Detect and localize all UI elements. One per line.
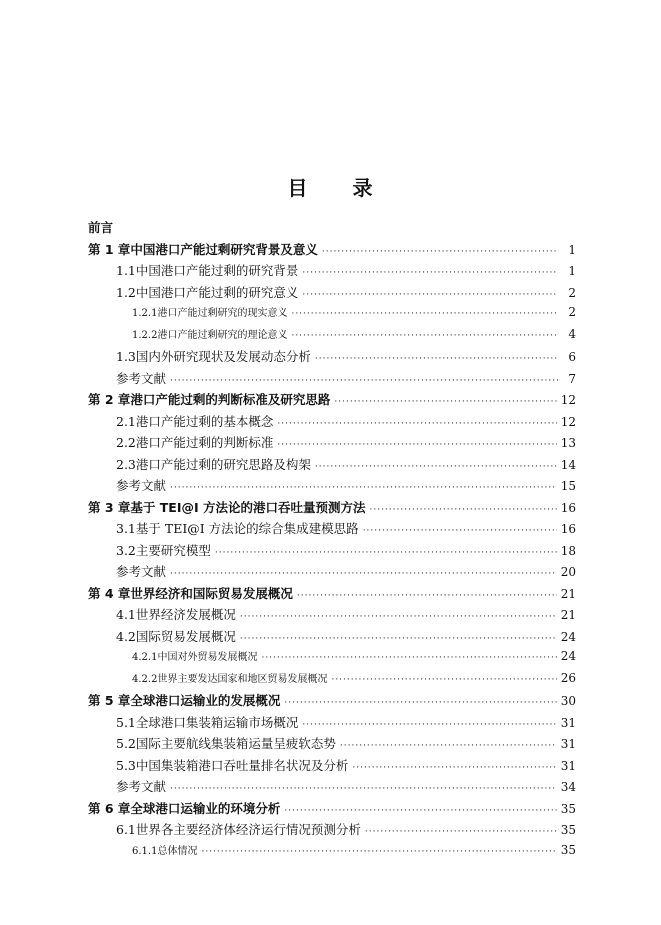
- toc-entry-page-number: 35: [560, 823, 576, 837]
- toc-entry-section: [88, 541, 576, 563]
- dot-leader: [277, 419, 556, 429]
- toc-entry-page-number: 21: [560, 586, 576, 601]
- toc-entry-number: 4.2: [116, 628, 136, 644]
- toc-entry-page-number: 35: [560, 801, 576, 816]
- toc-entry-label: 国际贸易发展概况: [135, 628, 236, 644]
- toc-entry-label: 参考文献: [116, 564, 167, 579]
- dot-leader: [315, 354, 558, 364]
- toc-entry-label: 港口产能过剩的判断标准及研究思路: [130, 392, 331, 407]
- dot-leader: [302, 720, 556, 730]
- toc-entry-section: [88, 734, 576, 756]
- toc-entry-label: 世界经济发展概况: [135, 607, 236, 622]
- toc-entry-page-number: 21: [560, 608, 576, 622]
- toc-entry-label: 全球港口集装箱运输市场概况: [135, 714, 299, 730]
- toc-entry-page-number: 6: [568, 350, 576, 364]
- toc-entry-page-number: 20: [560, 565, 576, 579]
- toc-entry-label: 中国集装箱港口吞吐量排名状况及分析: [135, 757, 349, 773]
- toc-entry-number: 第 1 章: [88, 241, 131, 257]
- toc-entry-subsection: [88, 304, 576, 326]
- toc-entry-section: [88, 627, 576, 649]
- dot-leader: [261, 653, 556, 663]
- dot-leader: [240, 634, 557, 644]
- toc-entry-page-number: 30: [560, 694, 576, 708]
- toc-entry-page-number: 1: [568, 264, 576, 278]
- toc-entry-page-number: 13: [560, 436, 576, 450]
- dot-leader: [170, 569, 557, 579]
- toc-entry-label: 全球港口运输业的环境分析: [130, 800, 281, 816]
- toc-entry-number: 1.2.1: [132, 308, 158, 319]
- dot-leader: [240, 612, 557, 622]
- toc-entry-number: 1.2: [116, 284, 136, 300]
- toc-entry-label: 港口产能过剩研究的现实意义: [157, 308, 288, 319]
- toc-entry-number: 5.1: [116, 714, 136, 730]
- toc-entry-label: 中国港口产能过剩的研究背景: [135, 263, 299, 278]
- toc-entry-number: 5.3: [116, 757, 136, 773]
- page-title: [0, 172, 661, 201]
- toc-entry-chapter: [88, 584, 576, 606]
- toc-entry-preface: [88, 218, 576, 240]
- toc-entry-page-number: 7: [568, 371, 576, 386]
- toc-entry-number: 4.2.1: [132, 652, 158, 663]
- dot-leader: [291, 309, 558, 319]
- toc-entry-number: 第 6 章: [88, 800, 131, 816]
- toc-entry-section: [88, 713, 576, 735]
- toc-entry-page-number: 16: [560, 500, 576, 515]
- toc-entry-label: 参考文献: [116, 370, 167, 386]
- toc-entry-ref: [88, 777, 576, 799]
- title-char-2: 录: [352, 176, 374, 200]
- toc-entry-label: 世界经济和国际贸易发展概况: [130, 585, 293, 601]
- toc-entry-subsection: [88, 670, 576, 692]
- dot-leader: [315, 462, 557, 472]
- toc-entry-section: [88, 433, 576, 455]
- toc-entry-number: 第 2 章: [88, 392, 131, 407]
- table-of-contents: [88, 218, 576, 863]
- title-char-1: 目: [287, 176, 309, 200]
- toc-entry-label: 全球港口运输业的发展概况: [130, 693, 281, 708]
- toc-entry-number: 3.1: [116, 521, 136, 536]
- toc-entry-label: 港口产能过剩的判断标准: [135, 435, 274, 450]
- toc-entry-section: [88, 412, 576, 434]
- toc-entry-page-number: 16: [560, 522, 576, 536]
- dot-leader: [297, 591, 557, 601]
- toc-entry-section: [88, 756, 576, 778]
- toc-entry-page-number: 12: [560, 414, 576, 429]
- toc-entry-chapter: [88, 240, 576, 262]
- dot-leader: [322, 247, 558, 257]
- dot-leader: [365, 827, 557, 837]
- dot-leader: [170, 376, 558, 386]
- toc-entry-page-number: 31: [560, 715, 576, 730]
- toc-entry-label: 基于 TEI@I 方法论的港口吞吐量预测方法: [130, 499, 366, 515]
- dot-leader: [369, 505, 556, 515]
- toc-entry-page-number: 4: [568, 326, 576, 341]
- toc-entry-label: 国际主要航线集装箱运量呈疲软态势: [135, 736, 336, 751]
- toc-entry-page-number: 1: [568, 242, 576, 257]
- dot-leader: [277, 440, 556, 450]
- toc-entry-page-number: 14: [560, 457, 576, 472]
- toc-entry-number: 4.1: [116, 607, 136, 622]
- toc-entry-number: 1.3: [116, 349, 136, 364]
- toc-entry-label: 港口产能过剩的研究思路及构架: [135, 456, 311, 472]
- toc-entry-label: 国内外研究现状及发展动态分析: [135, 349, 311, 364]
- toc-entry-number: 第 3 章: [88, 499, 131, 515]
- toc-entry-label: 中国对外贸易发展概况: [157, 652, 258, 663]
- toc-entry-number: 第 5 章: [88, 693, 131, 708]
- toc-entry-chapter: [88, 691, 576, 713]
- dot-leader: [291, 331, 558, 341]
- toc-entry-section: [88, 820, 576, 842]
- toc-entry-number: 第 4 章: [88, 585, 131, 601]
- toc-entry-page-number: 15: [560, 479, 576, 493]
- toc-entry-number: 4.2.2: [132, 673, 158, 685]
- toc-entry-label: 港口产能过剩研究的理论意义: [157, 329, 288, 341]
- dot-leader: [331, 675, 556, 685]
- toc-entry-page-number: 35: [560, 842, 576, 857]
- toc-entry-label: 前言: [88, 220, 114, 235]
- toc-entry-label: 参考文献: [116, 478, 167, 493]
- toc-entry-ref: [88, 562, 576, 584]
- toc-entry-label: 总体情况: [157, 845, 198, 857]
- toc-entry-page-number: 31: [560, 737, 576, 751]
- toc-entry-section: [88, 261, 576, 283]
- dot-leader: [170, 483, 557, 493]
- dot-leader: [284, 698, 556, 708]
- toc-entry-page-number: 34: [560, 780, 576, 794]
- toc-entry-number: 1.1: [116, 263, 136, 278]
- toc-entry-number: 6.1.1: [132, 845, 158, 857]
- dot-leader: [201, 847, 556, 857]
- dot-leader: [215, 548, 557, 558]
- toc-entry-page-number: 24: [560, 649, 576, 663]
- dot-leader: [334, 397, 556, 407]
- toc-entry-section: [88, 283, 576, 305]
- toc-entry-label: 基于 TEI@I 方法论的综合集成建模思路: [135, 521, 359, 536]
- toc-entry-label: 主要研究模型: [135, 542, 211, 558]
- toc-entry-label: 港口产能过剩的基本概念: [135, 413, 274, 429]
- toc-entry-number: 6.1: [116, 822, 136, 837]
- toc-entry-label: 中国港口产能过剩的研究意义: [135, 284, 299, 300]
- toc-entry-page-number: 31: [560, 758, 576, 773]
- dot-leader: [170, 784, 557, 794]
- dot-leader: [284, 806, 556, 816]
- toc-entry-label: 中国港口产能过剩研究背景及意义: [130, 241, 318, 257]
- toc-entry-ref: [88, 369, 576, 391]
- toc-entry-subsection: [88, 842, 576, 864]
- toc-entry-number: 3.2: [116, 542, 136, 558]
- toc-entry-number: 2.1: [116, 413, 136, 429]
- toc-entry-section: [88, 455, 576, 477]
- dot-leader: [302, 290, 558, 300]
- toc-entry-page-number: 18: [560, 543, 576, 558]
- toc-entry-page-number: 26: [560, 670, 576, 685]
- toc-entry-chapter: [88, 390, 576, 412]
- dot-leader: [340, 741, 557, 751]
- toc-entry-chapter: [88, 498, 576, 520]
- toc-entry-label: 世界各主要经济体经济运行情况预测分析: [135, 822, 361, 837]
- toc-entry-page-number: 12: [560, 393, 576, 407]
- toc-entry-section: [88, 605, 576, 627]
- toc-entry-label: 世界主要发达国家和地区贸易发展概况: [157, 673, 328, 685]
- dot-leader: [352, 763, 556, 773]
- dot-leader: [302, 268, 558, 278]
- toc-entry-number: 1.2.2: [132, 329, 158, 341]
- dot-leader: [363, 526, 557, 536]
- toc-entry-page-number: 2: [568, 305, 576, 319]
- toc-entry-subsection: [88, 326, 576, 348]
- toc-entry-ref: [88, 476, 576, 498]
- toc-entry-number: 5.2: [116, 736, 136, 751]
- toc-entry-label: 参考文献: [116, 779, 167, 794]
- toc-entry-page-number: 24: [560, 629, 576, 644]
- toc-entry-section: [88, 519, 576, 541]
- toc-entry-section: [88, 347, 576, 369]
- toc-entry-number: 2.3: [116, 456, 136, 472]
- toc-entry-page-number: 2: [568, 285, 576, 300]
- toc-entry-number: 2.2: [116, 435, 136, 450]
- toc-entry-chapter: [88, 799, 576, 821]
- toc-entry-subsection: [88, 648, 576, 670]
